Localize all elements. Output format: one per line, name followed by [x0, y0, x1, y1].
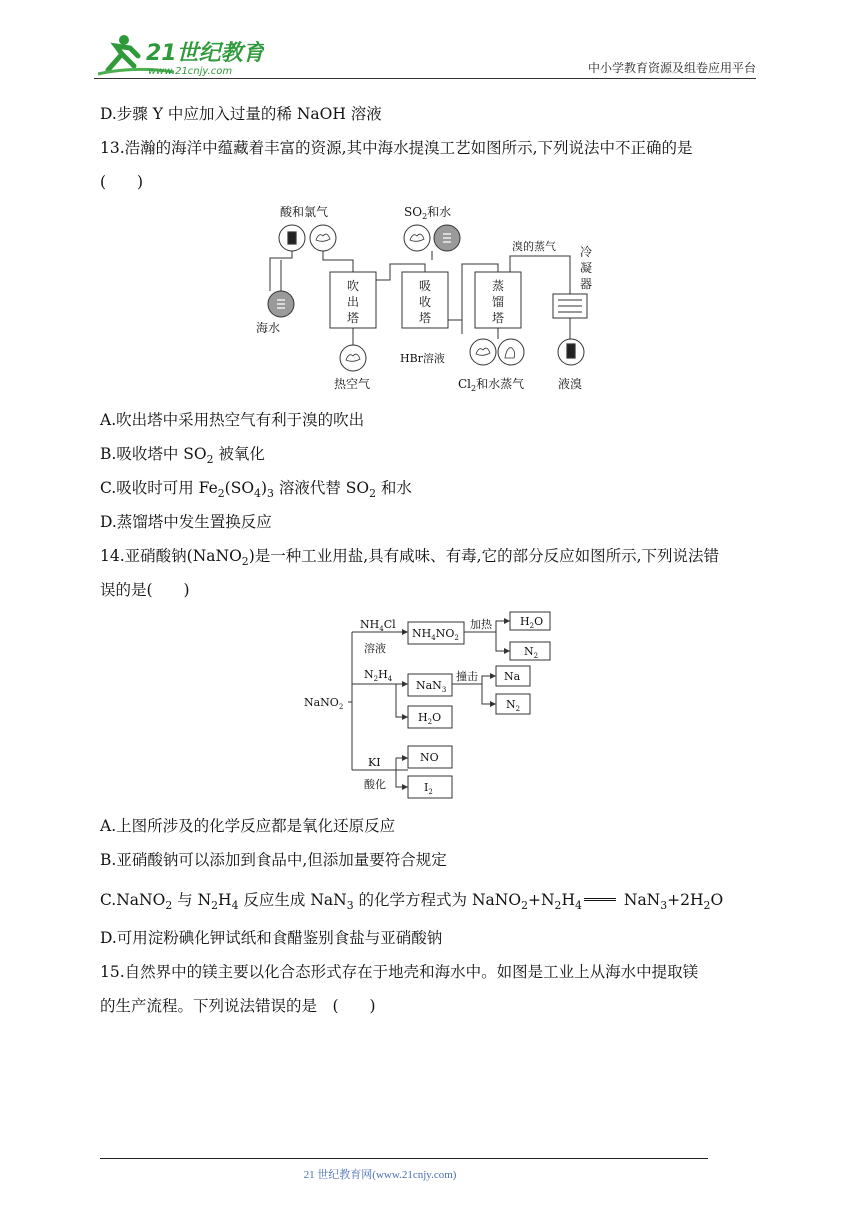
q13-option-d: D.蒸馏塔中发生置换反应	[100, 513, 272, 531]
svg-text:收: 收	[419, 295, 432, 309]
label-so2-water: $SO_2$和水	[404, 205, 452, 221]
chlorine-tank-icon	[310, 225, 336, 251]
q14-stem-line2: 误的是( )	[100, 581, 190, 599]
q14-option-b: B.亚硝酸钠可以添加到食品中,但添加量要符合规定	[100, 851, 447, 869]
svg-text:Na: Na	[504, 670, 521, 683]
svg-text:NH4NO2: $NH_4NO_2$	[412, 627, 459, 642]
svg-text:NH4Cl: $NH_4Cl$	[360, 618, 396, 633]
svg-text:吹: 吹	[347, 279, 360, 293]
q14-option-c: C.NaNO$_2$ 与 $N_2H_4$ 反应生成 NaN$_3$ 的化学方程式为 $NaNO_2+N_2H_4$ $NaN_3+2H_2O$	[100, 891, 724, 913]
footer-rule	[100, 1158, 708, 1159]
bromine-process-diagram	[250, 200, 610, 400]
q14-stem-line1: 14.亚硝酸钠(NaNO$_2$)是一种工业用盐,具有咸味、有毒,它的部分反应如图所示,下列说法错	[100, 547, 720, 569]
svg-text:酸化: 酸化	[364, 778, 386, 791]
svg-text:蒸: 蒸	[492, 279, 505, 293]
q12-option-d: D.步骤 Y 中应加入过量的稀 NaOH 溶液	[100, 105, 382, 123]
svg-text:KI: KI	[368, 756, 381, 769]
q15-stem-line2: 的生产流程。下列说法错误的是 ( )	[100, 997, 376, 1015]
label-bromine-vapor: 溴的蒸气	[512, 240, 556, 253]
label-acid-chlorine: 酸和氯气	[280, 205, 329, 219]
svg-text:H2O: $H_2O$	[418, 711, 442, 726]
svg-text:H2O: $H_2O$	[520, 615, 544, 630]
q14-option-a: A.上图所涉及的化学反应都是氧化还原反应	[100, 817, 396, 835]
svg-text:N2: $N_2$	[506, 698, 521, 713]
header-rule	[94, 78, 756, 79]
cl2-tank-icon	[470, 339, 496, 365]
q13-option-c: C.吸收时可用 $Fe_2(SO_4)_3$ 溶液代替 $SO_2$ 和水	[100, 479, 412, 501]
logo-url: www.21cnjy.com	[148, 66, 233, 77]
label-seawater: 海水	[256, 321, 281, 335]
svg-text:加热: 加热	[470, 618, 492, 631]
svg-text:冷: 冷	[580, 245, 593, 259]
svg-text:器: 器	[580, 277, 593, 291]
runner-logo-icon	[94, 30, 264, 78]
svg-text:撞击: 撞击	[456, 670, 478, 683]
svg-text:N2: $N_2$	[524, 645, 539, 660]
label-hbr-solution: HBr溶液	[400, 352, 445, 365]
svg-text:N2H4: $N_2H_4$	[364, 668, 393, 683]
q15-stem-line1: 15.自然界中的镁主要以化合态形式存在于地壳和海水中。如图是工业上从海水中提取镁	[100, 963, 699, 981]
hot-air-icon	[340, 345, 366, 371]
label-cl2-steam: $Cl_2$和水蒸气	[458, 377, 525, 393]
q13-option-a: A.吹出塔中采用热空气有利于溴的吹出	[100, 411, 365, 429]
site-logo	[94, 30, 264, 78]
svg-text:塔: 塔	[419, 311, 432, 325]
svg-text:塔: 塔	[492, 311, 505, 325]
svg-text:吸: 吸	[419, 279, 432, 293]
nano2-reaction-diagram	[300, 608, 560, 804]
label-hot-air: 热空气	[334, 377, 371, 391]
svg-text:NaN3: NaN$_3$	[416, 679, 447, 694]
svg-text:NO: NO	[420, 751, 439, 764]
q13-stem-line2: ( )	[100, 173, 144, 191]
svg-text:NaNO2: NaNO$_2$	[304, 696, 344, 711]
svg-text:I2: $I_2$	[424, 781, 433, 796]
steam-tank-icon	[498, 339, 524, 365]
svg-text:塔: 塔	[347, 311, 360, 325]
svg-text:溶液: 溶液	[364, 642, 386, 655]
svg-text:凝: 凝	[580, 261, 593, 275]
footer-text: 21 世纪教育网(www.21cnjy.com)	[303, 1169, 457, 1181]
q13-option-b: B.吸收塔中 $SO_2$ 被氧化	[100, 445, 265, 467]
platform-title: 中小学教育资源及组卷应用平台	[587, 61, 756, 75]
q13-stem-line1: 13.浩瀚的海洋中蕴藏着丰富的资源,其中海水提溴工艺如图所示,下列说法中不正确的是	[100, 139, 693, 157]
so2-tank-icon	[404, 225, 430, 251]
svg-text:馏: 馏	[492, 295, 505, 309]
q14-option-d: D.可用淀粉碘化钾试纸和食醋鉴别食盐与亚硝酸钠	[100, 929, 443, 947]
equation-equals-sign	[584, 898, 616, 901]
logo-text: 21世纪教育	[146, 41, 264, 66]
svg-text:出: 出	[347, 295, 360, 309]
label-liquid-bromine: 液溴	[558, 377, 583, 391]
